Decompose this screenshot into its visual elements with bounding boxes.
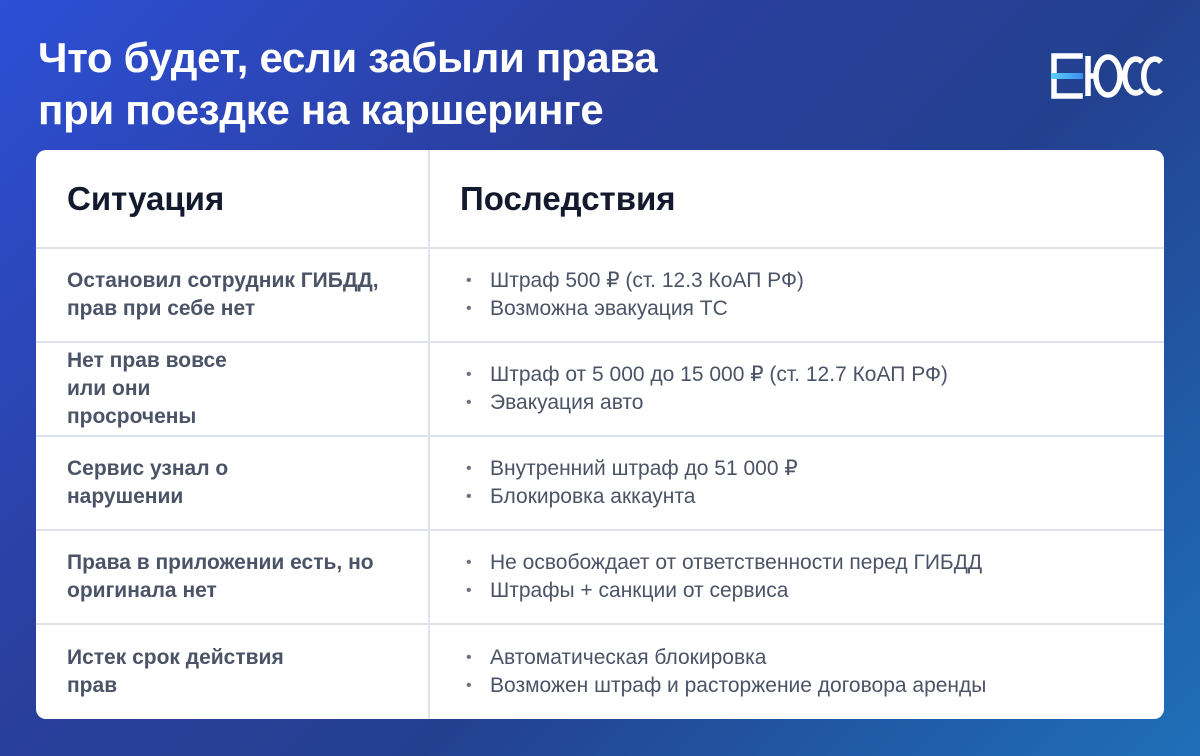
situation-cell <box>36 437 430 529</box>
list-item: • Эвакуация авто <box>460 389 948 417</box>
table-row <box>36 437 1164 531</box>
situation-text: Нет прав вовсе или они просрочены <box>67 349 227 428</box>
header-situation: Ситуация <box>67 179 225 217</box>
header-cell-situation <box>36 150 430 247</box>
eus-logo <box>1050 52 1164 100</box>
table-row <box>36 343 1164 437</box>
header-consequences: Последствия <box>460 179 676 217</box>
consequences-cell <box>430 249 1164 341</box>
consequences-list <box>460 267 804 323</box>
table-row <box>36 249 1164 343</box>
list-item: • Блокировка аккаунта <box>460 483 798 511</box>
page-title <box>38 32 938 136</box>
list-item: • Штрафы + санкции от сервиса <box>460 577 982 605</box>
title-line-1: Что будет, если забыли права <box>38 34 658 81</box>
consequences-list <box>460 455 798 511</box>
list-item: • Внутренний штраф до 51 000 ₽ <box>460 455 798 483</box>
list-item: • Возможен штраф и расторжение договора аренды <box>460 672 986 700</box>
consequences-list <box>460 644 986 700</box>
situation-cell <box>36 625 430 719</box>
consequences-cell <box>430 625 1164 719</box>
situation-cell <box>36 531 430 623</box>
situation-text: Остановил сотрудник ГИБДД, прав при себе нет <box>67 269 379 320</box>
header-cell-consequences <box>430 150 1164 247</box>
list-item: • Возможна эвакуация ТС <box>460 295 804 323</box>
situation-cell <box>36 249 430 341</box>
consequences-cell <box>430 343 1164 435</box>
consequences-list <box>460 549 982 605</box>
list-item: • Не освобождает от ответственности перед ГИБДД <box>460 549 982 577</box>
situation-text: Сервис узнал о нарушении <box>67 457 229 508</box>
consequences-table <box>36 150 1164 719</box>
table-header-row <box>36 150 1164 249</box>
title-line-2: при поездке на каршеринге <box>38 86 604 133</box>
consequences-cell <box>430 531 1164 623</box>
situation-cell <box>36 343 430 435</box>
situation-text: Права в приложении есть, но оригинала нет <box>67 551 374 602</box>
situation-text: Истек срок действия прав <box>67 646 284 697</box>
consequences-list <box>460 361 948 417</box>
list-item: • Штраф 500 ₽ (ст. 12.3 КоАП РФ) <box>460 267 804 295</box>
list-item: • Автоматическая блокировка <box>460 644 986 672</box>
list-item: • Штраф от 5 000 до 15 000 ₽ (ст. 12.7 КоАП РФ) <box>460 361 948 389</box>
consequences-cell <box>430 437 1164 529</box>
table-row <box>36 531 1164 625</box>
table-row <box>36 625 1164 719</box>
